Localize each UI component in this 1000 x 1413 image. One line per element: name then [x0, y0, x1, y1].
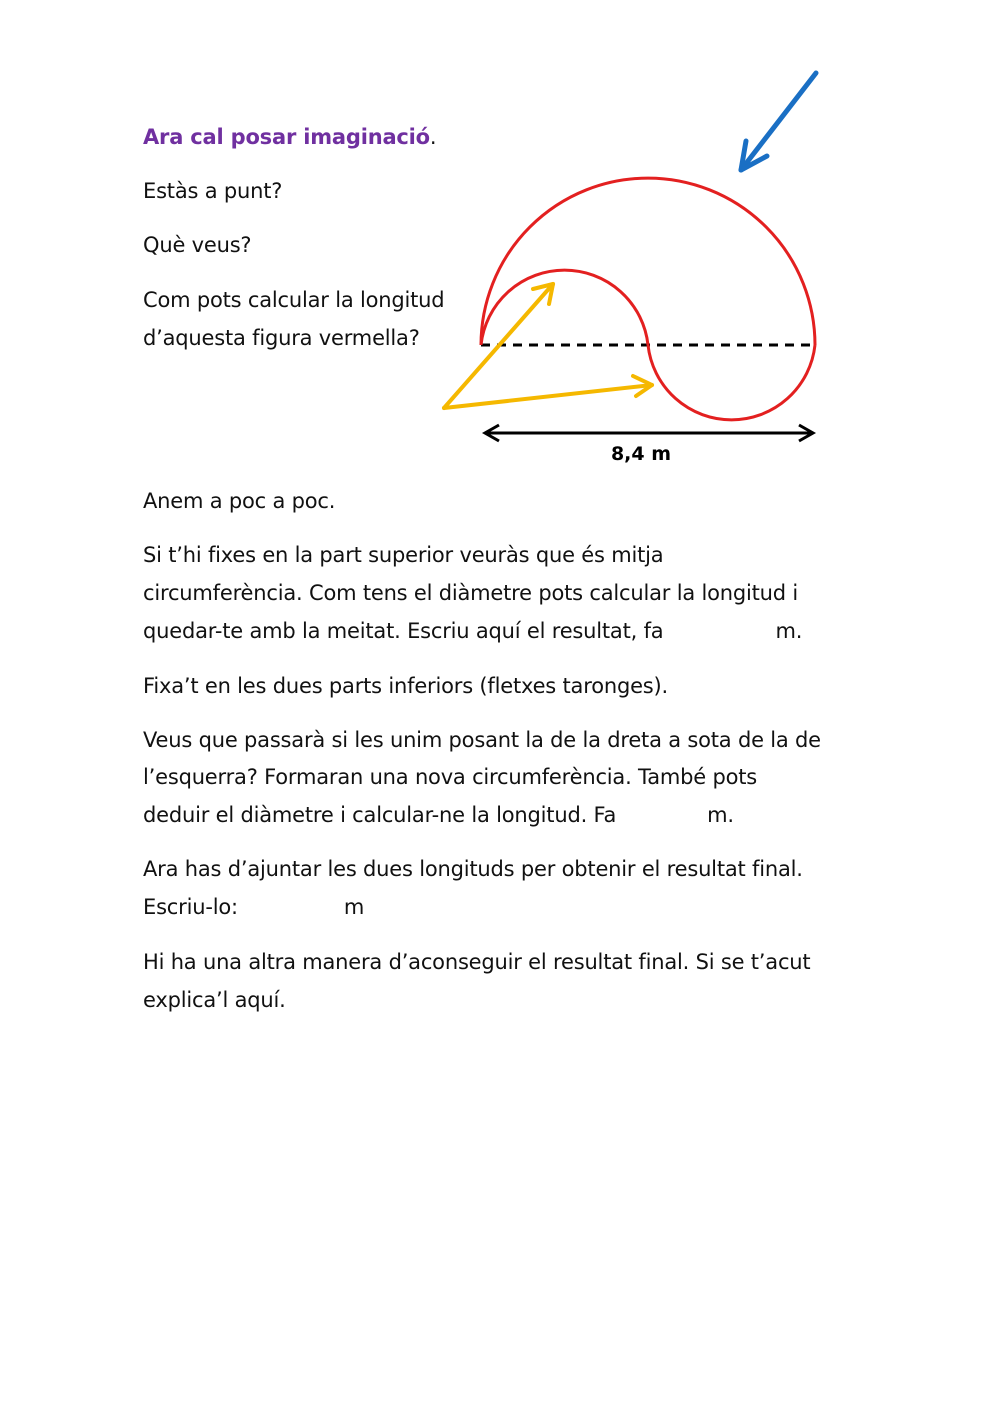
- red-shape-figure: [430, 60, 840, 470]
- question-length-line2: d’aquesta figura vermella?: [143, 326, 420, 350]
- unit-final: m: [343, 895, 365, 919]
- dimension-label: 8,4 m: [610, 443, 672, 465]
- step-intro: Anem a poc a poc.: [143, 489, 336, 513]
- paragraph-join-line3-text: deduir el diàmetre i calcular-ne la longitud. Fa: [143, 803, 617, 827]
- unit-lower: m.: [707, 803, 734, 827]
- paragraph-other-way-line1: Hi ha una altra manera d’aconseguir el resultat final. Si se t’acut: [143, 950, 811, 974]
- paragraph-lower-intro: Fixa’t en les dues parts inferiors (fletxes taronges).: [143, 674, 669, 698]
- question-ready: Estàs a punt?: [143, 179, 283, 203]
- paragraph-other-way-line2: explica’l aquí.: [143, 988, 286, 1012]
- paragraph-join-line3: [143, 802, 734, 828]
- paragraph-upper-line2: circumferència. Com tens el diàmetre pots calcular la longitud i: [143, 581, 799, 605]
- question-what-see: Què veus?: [143, 233, 252, 257]
- paragraph-final-line2-text: Escriu-lo:: [143, 895, 238, 919]
- paragraph-join-line2: l’esquerra? Formaran una nova circumferència. També pots: [143, 765, 758, 789]
- small-lower-semicircle: [648, 345, 815, 420]
- worksheet-title: [143, 124, 436, 150]
- large-upper-semicircle: [481, 178, 815, 345]
- paragraph-upper-line3: [143, 618, 802, 644]
- paragraph-join-line1: Veus que passarà si les unim posant la de la dreta a sota de la de: [143, 728, 821, 752]
- blue-arrow-icon: [741, 73, 816, 170]
- paragraph-final-line1: Ara has d’ajuntar les dues longituds per obtenir el resultat final.: [143, 857, 803, 881]
- title-period: .: [429, 125, 437, 149]
- question-length-line1: Com pots calcular la longitud: [143, 288, 445, 312]
- paragraph-upper-line3-text: quedar-te amb la meitat. Escriu aquí el resultat, fa: [143, 619, 664, 643]
- title-text: Ara cal posar imaginació: [143, 125, 430, 149]
- dimension-arrow: [485, 425, 813, 441]
- paragraph-final-line2: [143, 894, 364, 920]
- small-upper-semicircle: [481, 270, 648, 345]
- unit-upper: m.: [775, 619, 803, 643]
- paragraph-upper-line1: Si t’hi fixes en la part superior veuràs que és mitja: [143, 543, 664, 567]
